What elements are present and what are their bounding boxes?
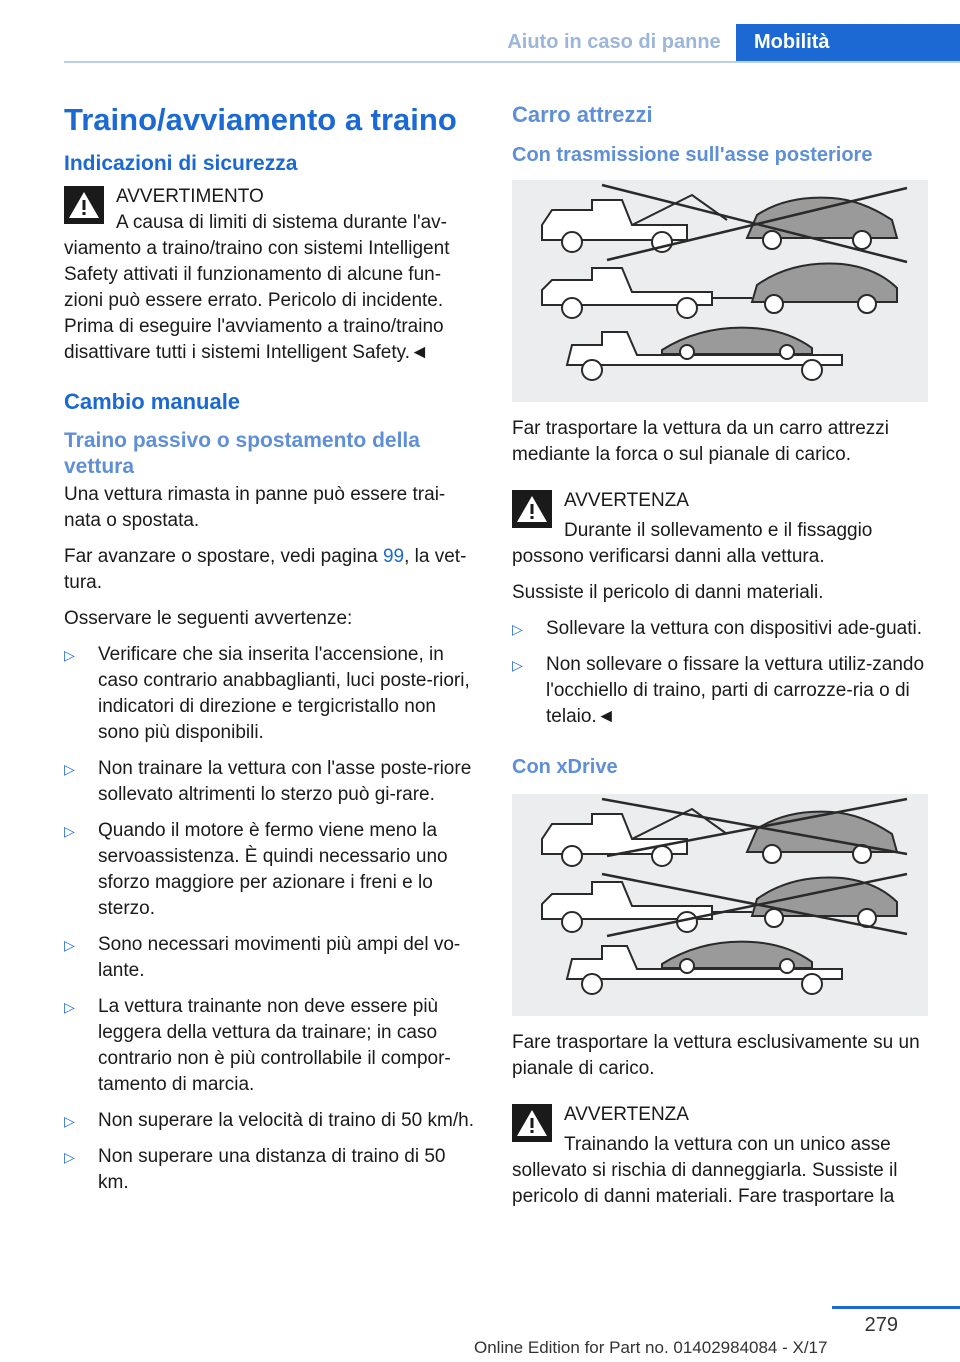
list-item (64, 1144, 478, 1196)
warning-triangle-icon (64, 186, 104, 224)
list-item (64, 756, 478, 808)
passive-tow-heading: Traino passivo o spostamento della vettura (64, 429, 420, 478)
towing-text-3: Fare trasportare la vettura esclusivamente su un pianale di carico. (512, 1032, 920, 1079)
para-2-text-end: , la vet-tura. (64, 546, 467, 593)
triangle-bullet-icon: ▷ (64, 647, 75, 663)
triangle-bullet-icon: ▷ (64, 999, 75, 1015)
header-chapter-tab[interactable]: Mobilità (736, 24, 960, 61)
list-item-text: Sono necessari movimenti più ampi del vo-lante. (98, 934, 461, 981)
rear-axle-towing-illustration (512, 180, 928, 402)
list-item-text: La vettura trainante non deve essere più leggera della vettura da trainare; in caso contrario non è più controllabile il compor-tamento di marcia. (98, 996, 451, 1095)
header-rule (64, 61, 960, 63)
page-number: 279 (864, 1314, 898, 1336)
warning-2-label: AVVERTENZA (564, 490, 689, 511)
towing-diagram-2 (512, 794, 928, 1016)
tow-truck-heading: Carro attrezzi (512, 102, 653, 127)
warning-3-lead: Trainando la vettura con un unico asse (564, 1134, 891, 1155)
para-1: Una vettura rimasta in panne può essere trai-nata o spostata. (64, 484, 446, 531)
list-item-text: Sollevare la vettura con dispositivi ade-guati. (546, 618, 922, 639)
footer-rule (832, 1306, 960, 1309)
triangle-bullet-icon: ▷ (64, 1113, 75, 1129)
warning-3-label: AVVERTENZA (564, 1104, 689, 1125)
towing-text-1: Far trasportare la vettura da un carro attrezzi mediante la forca o sul pianale di carico. (512, 418, 889, 465)
warning-triangle-icon (512, 1104, 552, 1142)
para-3: Osservare le seguenti avvertenze: (64, 608, 353, 629)
xdrive-towing-illustration (512, 794, 928, 1016)
warning-box-3 (512, 1102, 928, 1210)
para-2-text: Far avanzare o spostare, vedi pagina (64, 546, 383, 567)
triangle-bullet-icon: ▷ (512, 621, 523, 637)
warning-triangle-icon (512, 490, 552, 528)
triangle-bullet-icon: ▷ (64, 823, 75, 839)
list-item-text: Non sollevare o fissare la vettura utiliz-zando l'occhiello di traino, parti di carrozze-ria o di telaio.◄ (546, 654, 925, 727)
safety-heading: Indicazioni di sicurezza (64, 152, 298, 175)
list-item (64, 642, 478, 746)
warning-box-1 (64, 184, 478, 366)
list-item (64, 932, 478, 984)
list-item-text: Quando il motore è fermo viene meno la servoassistenza. È quindi necessario uno sforzo maggiore per azionare i freni e lo sterzo. (98, 820, 448, 919)
xdrive-subheading: Con xDrive (512, 756, 618, 778)
list-item-text: Verificare che sia inserita l'accensione, in caso contrario anabbaglianti, luci poste-riori, indicatori di direzione e tergicristallo non sono più disponibili. (98, 644, 470, 743)
manual-heading: Cambio manuale (64, 389, 241, 414)
warning-2-text: possono verificarsi danni alla vettura. (512, 546, 825, 567)
list-item-text: Non trainare la vettura con l'asse poste-riore sollevato altrimenti lo sterzo può gi-rare. (98, 758, 472, 805)
triangle-bullet-icon: ▷ (512, 657, 523, 673)
warning-1-lead: A causa di limiti di sistema durante l'av- (116, 212, 447, 233)
triangle-bullet-icon: ▷ (64, 1149, 75, 1165)
list-item-text: Non superare la velocità di traino di 50 km/h. (98, 1110, 474, 1131)
list-item (512, 616, 928, 642)
warning-2-lead: Durante il sollevamento e il fissaggio (564, 520, 873, 541)
warning-box-2 (512, 488, 928, 570)
warning-1-text: viamento a traino/traino con sistemi Intelligent Safety attivati il funzionamento di alcune fun-zioni può essere errato. Pericolo di incidente. Prima di eseguire l'avviamento a traino/traino disattivare tutti i sistemi Intelligent Safety.◄ (64, 238, 450, 363)
left-column (64, 100, 478, 1196)
triangle-bullet-icon: ▷ (64, 937, 75, 953)
list-item (512, 652, 928, 730)
page-title: Traino/avviamento a traino (64, 102, 457, 137)
towing-diagram-1 (512, 180, 928, 402)
page-link-99[interactable]: 99 (382, 546, 405, 567)
left-bullet-list (64, 642, 478, 1196)
warning-1-label: AVVERTIMENTO (116, 186, 264, 207)
list-item (64, 1108, 478, 1134)
header-section-tab[interactable]: Aiuto in caso di panne (507, 31, 721, 53)
edition-label: Online Edition for Part no. 01402984084 - X/17 (474, 1338, 828, 1357)
para-2 (64, 544, 478, 596)
warning-3-text: sollevato si rischia di danneggiarla. Sussiste il pericolo di danni materiali. Fare trasportare la (512, 1160, 898, 1207)
towing-text-2: Sussiste il pericolo di danni materiali. (512, 582, 824, 603)
list-item (64, 994, 478, 1098)
right-bullet-list (512, 616, 928, 730)
triangle-bullet-icon: ▷ (64, 761, 75, 777)
list-item-text: Non superare una distanza di traino di 50 km. (98, 1146, 446, 1193)
rear-axle-subheading: Con trasmissione sull'asse posteriore (512, 144, 873, 166)
right-column (512, 100, 928, 1210)
list-item (64, 818, 478, 922)
